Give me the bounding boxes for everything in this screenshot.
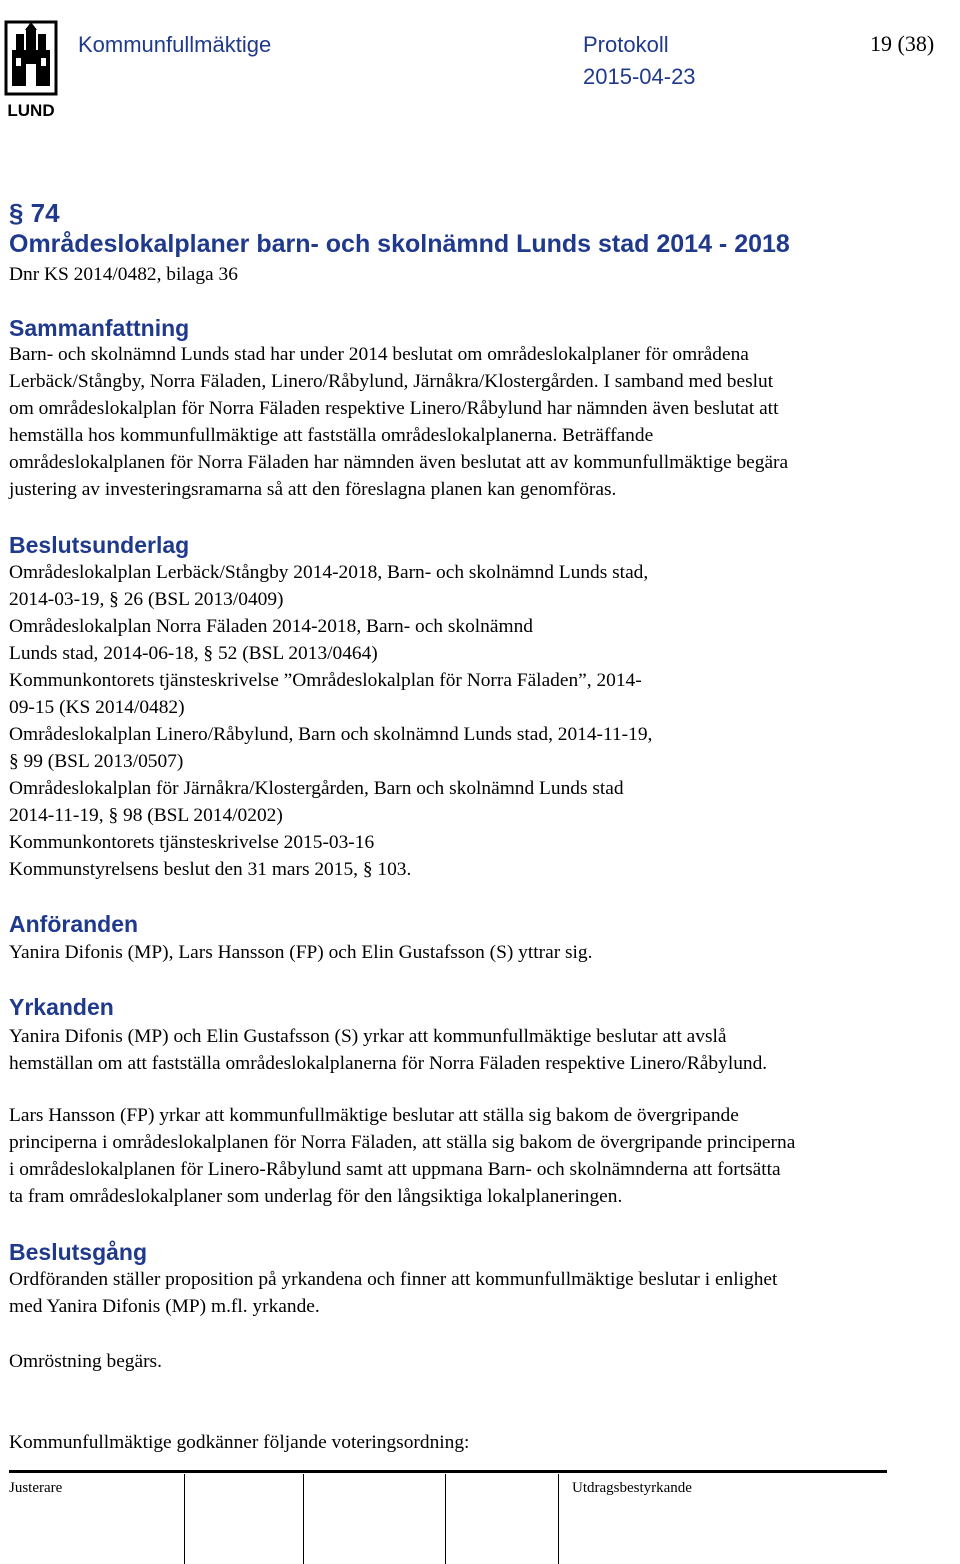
sammanfattning-line: om områdeslokalplan för Norra Fäladen respektive Linero/Råbylund har nämnden även beslutat att [9,398,779,419]
beslutsunderlag-line: § 99 (BSL 2013/0507) [9,751,184,772]
beslutsunderlag-line: Kommunkontorets tjänsteskrivelse 2015-03-16 [9,832,375,853]
sammanfattning-line: Barn- och skolnämnd Lunds stad har under 2014 beslutat om områdeslokalplaner för områdena [9,344,749,365]
beslutsgang-line: med Yanira Difonis (MP) m.fl. yrkande. [9,1296,320,1317]
beslutsgang-line: Ordföranden ställer proposition på yrkandena och finner att kommunfullmäktige beslutar i enlighet [9,1269,778,1290]
beslutsunderlag-line: 09-15 (KS 2014/0482) [9,697,185,718]
beslutsunderlag-line: 2014-03-19, § 26 (BSL 2013/0409) [9,589,284,610]
header-date: 2015-04-23 [583,64,696,89]
svg-text:LUND: LUND [7,101,55,120]
header-doc-type: Protokoll [583,32,669,57]
omrostning-line: Omröstning begärs. [9,1351,162,1372]
section-number: § 74 [9,198,60,228]
yrkanden-line: Lars Hansson (FP) yrkar att kommunfullmäktige beslutar att ställa sig bakom de övergripande [9,1105,739,1126]
beslutsunderlag-line: Områdeslokalplan Norra Fäladen 2014-2018, Barn- och skolnämnd [9,616,533,637]
signature-box-divider [558,1474,559,1564]
sammanfattning-heading: Sammanfattning [9,315,190,341]
yrkanden-line: principerna i områdeslokalplanen för Norra Fäladen, att ställa sig bakom de övergripande principerna [9,1132,796,1153]
yrkanden-line: i områdeslokalplanen för Linero-Råbylund samt att uppmana Barn- och skolnämnderna att fortsätta [9,1159,781,1180]
header-org: Kommunfullmäktige [78,32,272,57]
yrkanden-heading: Yrkanden [9,994,114,1020]
anforanden-heading: Anföranden [9,911,139,937]
footer-rule [9,1470,887,1473]
sammanfattning-line: justering av investeringsramarna så att den föreslagna planen kan genomföras. [9,479,617,500]
signature-box-divider [445,1474,446,1564]
sammanfattning-line: Lerbäck/Stångby, Norra Fäladen, Linero/Råbylund, Järnåkra/Klostergården. I samband med beslut [9,371,774,392]
yrkanden-line: ta fram områdeslokalplaner som underlag för den långsiktiga lokalplaneringen. [9,1186,623,1207]
beslutsgang-heading: Beslutsgång [9,1239,148,1265]
footer-justerare-label: Justerare [9,1480,63,1496]
sammanfattning-line: hemställa hos kommunfullmäktige att fastställa områdeslokalplanerna. Beträffande [9,425,654,446]
sammanfattning-line: områdeslokalplanen för Norra Fäladen har nämnden även beslutat att av kommunfullmäktige begära [9,452,789,473]
beslutsunderlag-line: Lunds stad, 2014-06-18, § 52 (BSL 2013/0464) [9,643,378,664]
yrkanden-line: hemställan om att fastställa områdeslokalplanerna för Norra Fäladen respektive Linero/Råbylund. [9,1053,768,1074]
voteringsordning-line: Kommunfullmäktige godkänner följande voteringsordning: [9,1432,470,1453]
section-dnr: Dnr KS 2014/0482, bilaga 36 [9,264,238,285]
beslutsunderlag-line: Områdeslokalplan Lerbäck/Stångby 2014-2018, Barn- och skolnämnd Lunds stad, [9,562,649,583]
footer-utdrag-label: Utdragsbestyrkande [572,1480,692,1496]
beslutsunderlag-line: 2014-11-19, § 98 (BSL 2014/0202) [9,805,283,826]
signature-box-divider [184,1474,185,1564]
beslutsunderlag-line: Kommunstyrelsens beslut den 31 mars 2015, § 103. [9,859,412,880]
yrkanden-line: Yanira Difonis (MP) och Elin Gustafsson (S) yrkar att kommunfullmäktige beslutar att avslå [9,1026,727,1047]
anforanden-line: Yanira Difonis (MP), Lars Hansson (FP) och Elin Gustafsson (S) yttrar sig. [9,942,593,963]
header-page: 19 (38) [870,31,935,56]
lund-logo [4,20,58,120]
signature-box-divider [303,1474,304,1564]
beslutsunderlag-line: Områdeslokalplan för Järnåkra/Klostergården, Barn och skolnämnd Lunds stad [9,778,624,799]
section-title: Områdeslokalplaner barn- och skolnämnd Lunds stad 2014 - 2018 [9,230,790,258]
beslutsunderlag-heading: Beslutsunderlag [9,532,190,558]
beslutsunderlag-line: Kommunkontorets tjänsteskrivelse ”Områdeslokalplan för Norra Fäladen”, 2014- [9,670,642,691]
beslutsunderlag-line: Områdeslokalplan Linero/Råbylund, Barn och skolnämnd Lunds stad, 2014-11-19, [9,724,653,745]
